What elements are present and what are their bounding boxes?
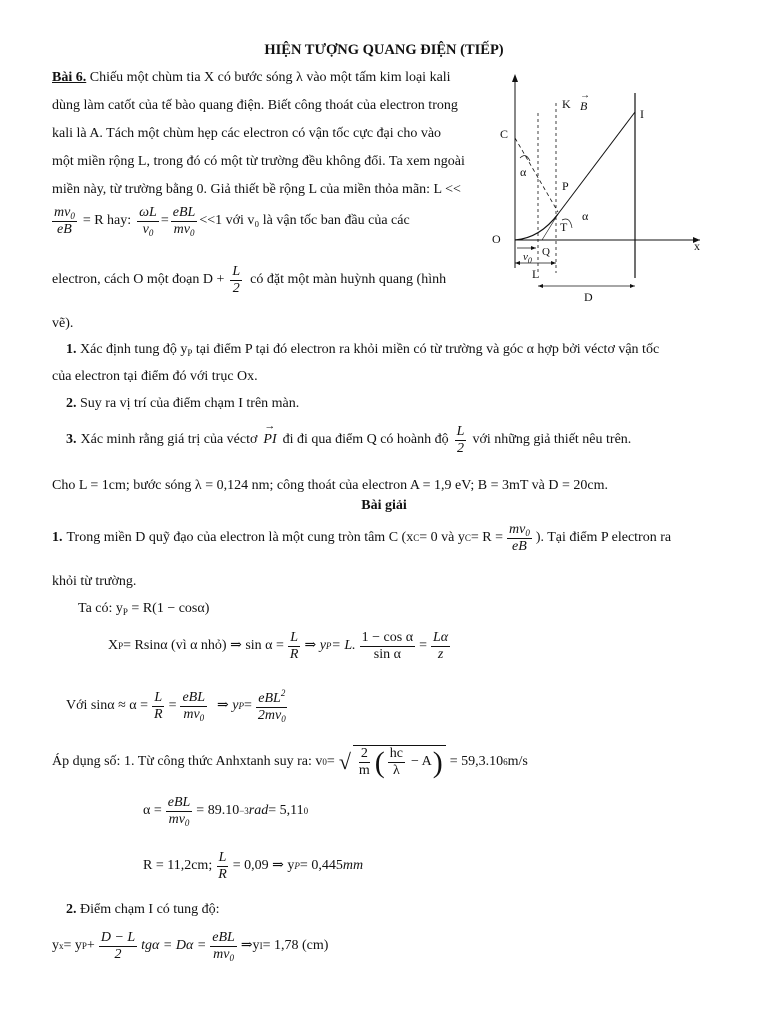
problem-line-1: Bài 6. Chiếu một chùm tia X có bước sóng λ vào một tấm kim loại kali (52, 70, 451, 85)
problem-label: Bài 6. (52, 70, 87, 85)
label-k: K (562, 97, 571, 111)
label-q: Q (542, 246, 550, 258)
problem-line-2: dùng làm catốt của tế bào quang điện. Biết công thoát của electron trong (52, 98, 458, 113)
y-axis-arrow (512, 74, 518, 82)
question-1: 1. Xác định tung độ $y_P$ tại điểm P tại đó electron ra khỏi miền có từ trường và góc α hợp bởi véctơ vận tốc (66, 342, 660, 358)
problem-line-7: electron, cách O một đoạn D + $\frac{L}{2}$ có đặt một màn huỳnh quang (hình (52, 264, 447, 297)
tangent-line (542, 214, 558, 240)
equation-yi: y x = y P + $\frac{D - L}{2}$ tgα = Dα = $\frac{\text{eBL}}{mv_0}$ ⇒y I = 1,78 (cm) (52, 930, 329, 964)
label-x: x (694, 239, 700, 253)
question-3: 3. Xác minh rằng giá trị của véctơ → PI đi đi qua điểm Q có hoành độ $\frac{L}{2}$ với những giả thiết nêu trên. (66, 424, 631, 457)
problem-line-5: miền này, từ trường bằng 0. Giả thiết bề rộng L của miền thỏa mãn: L << (52, 182, 461, 197)
label-t: T (560, 220, 568, 234)
physics-figure (490, 68, 710, 308)
trajectory-arc (515, 214, 558, 240)
label-i: I (640, 107, 644, 121)
label-b: B (580, 99, 588, 113)
label-v0: $v_0$ (523, 251, 532, 265)
label-c: C (500, 127, 509, 141)
solution-1-line-3: Ta có: $y_P = R(1 - \cos\alpha)$ (78, 601, 210, 617)
problem-line-4: một miền rộng L, trong đó có một từ trường đều không đổi. Ta xem ngoài (52, 154, 465, 169)
solution-1-line-2: khỏi từ trường. (52, 574, 137, 589)
problem-line-3: kali là A. Tách một chùm hẹp các electron có vận tốc cực đại cho vào (52, 126, 442, 141)
given-data: Cho L = 1cm; bước sóng λ = 0,124 nm; công thoát của electron A = 1,9 eV; B = 3mT và D = 20cm. (52, 478, 608, 493)
label-l: L (532, 267, 540, 281)
label-p: P (562, 179, 569, 193)
solution-heading: Bài giải (361, 498, 407, 513)
fraction-mv0-eB: $\frac{mv_0}{eB}$ (54, 205, 75, 238)
page-title: HIỆN TƯỢNG QUANG ĐIỆN (TIẾP) (264, 42, 504, 58)
equation-1: X P = Rsinα (vì α nhỏ) ⇒ sin α = $\frac{L}{R}$ ⇒ y P = L. $\frac{\text{1 − cos α}}{\text{sin α}}$ = $\frac{L\alpha}{z}$ (108, 630, 449, 663)
problem-line-8: vẽ). (52, 316, 74, 331)
label-b-arrow: → (580, 90, 590, 101)
numeric-alpha: α = $\frac{\text{eBL}}{mv_0}$ = 89.10 −3 rad = 5,11 0 (143, 795, 309, 829)
equation-2: Với sinα ≈ α = $\frac{L}{R}$ = $\frac{\text{eBL}}{mv_0}$ ⇒ y P = $\frac{eBL^2}{2mv_0}$ (66, 688, 286, 725)
alpha-arc-1 (520, 156, 530, 161)
label-alpha-1: α (520, 165, 527, 179)
numeric-r: R = 11,2cm; $\frac{L}{R}$ = 0,09 ⇒ y P = 0,445 mm (143, 850, 364, 883)
numeric-v0: Áp dụng số: 1. Từ công thức Anhxtanh suy ra: v 0 = √ $\frac{2}{m}$ ( $\frac{hc}{\lambda}$ − A ) = 59,3.10 6 m/s (52, 745, 528, 779)
label-d: D (584, 290, 593, 304)
problem-line-6: $\frac{mv_0}{eB}$ = R hay: $\frac{\omega L}{v_0}$ = $\frac{\text{eBL}}{mv_0}$ <<1 với v₀ là vận tốc ban đầu của các (54, 205, 410, 239)
solution-2-heading: 2. Điểm chạm I có tung độ: (66, 902, 220, 917)
question-2: 2. Suy ra vị trí của điểm chạm I trên màn. (66, 396, 300, 411)
trajectory-line (558, 112, 635, 214)
fraction-omegaL-v0: $\frac{\omega L}{v_0}$ (139, 205, 157, 239)
question-1-cont: của electron tại điểm đó với trục Ox. (52, 369, 258, 384)
label-alpha-2: α (582, 209, 589, 223)
fraction-eBL-mv0: $\frac{\text{eBL}}{mv_0}$ (172, 205, 196, 239)
label-o: O (492, 232, 501, 246)
solution-1-line-1: 1. Trong miền D quỹ đạo của electron là một cung tròn tâm C (x C = 0 và y C = R = $\frac{mv_0}{eB}$ ). Tại điểm P electron ra (52, 522, 672, 555)
